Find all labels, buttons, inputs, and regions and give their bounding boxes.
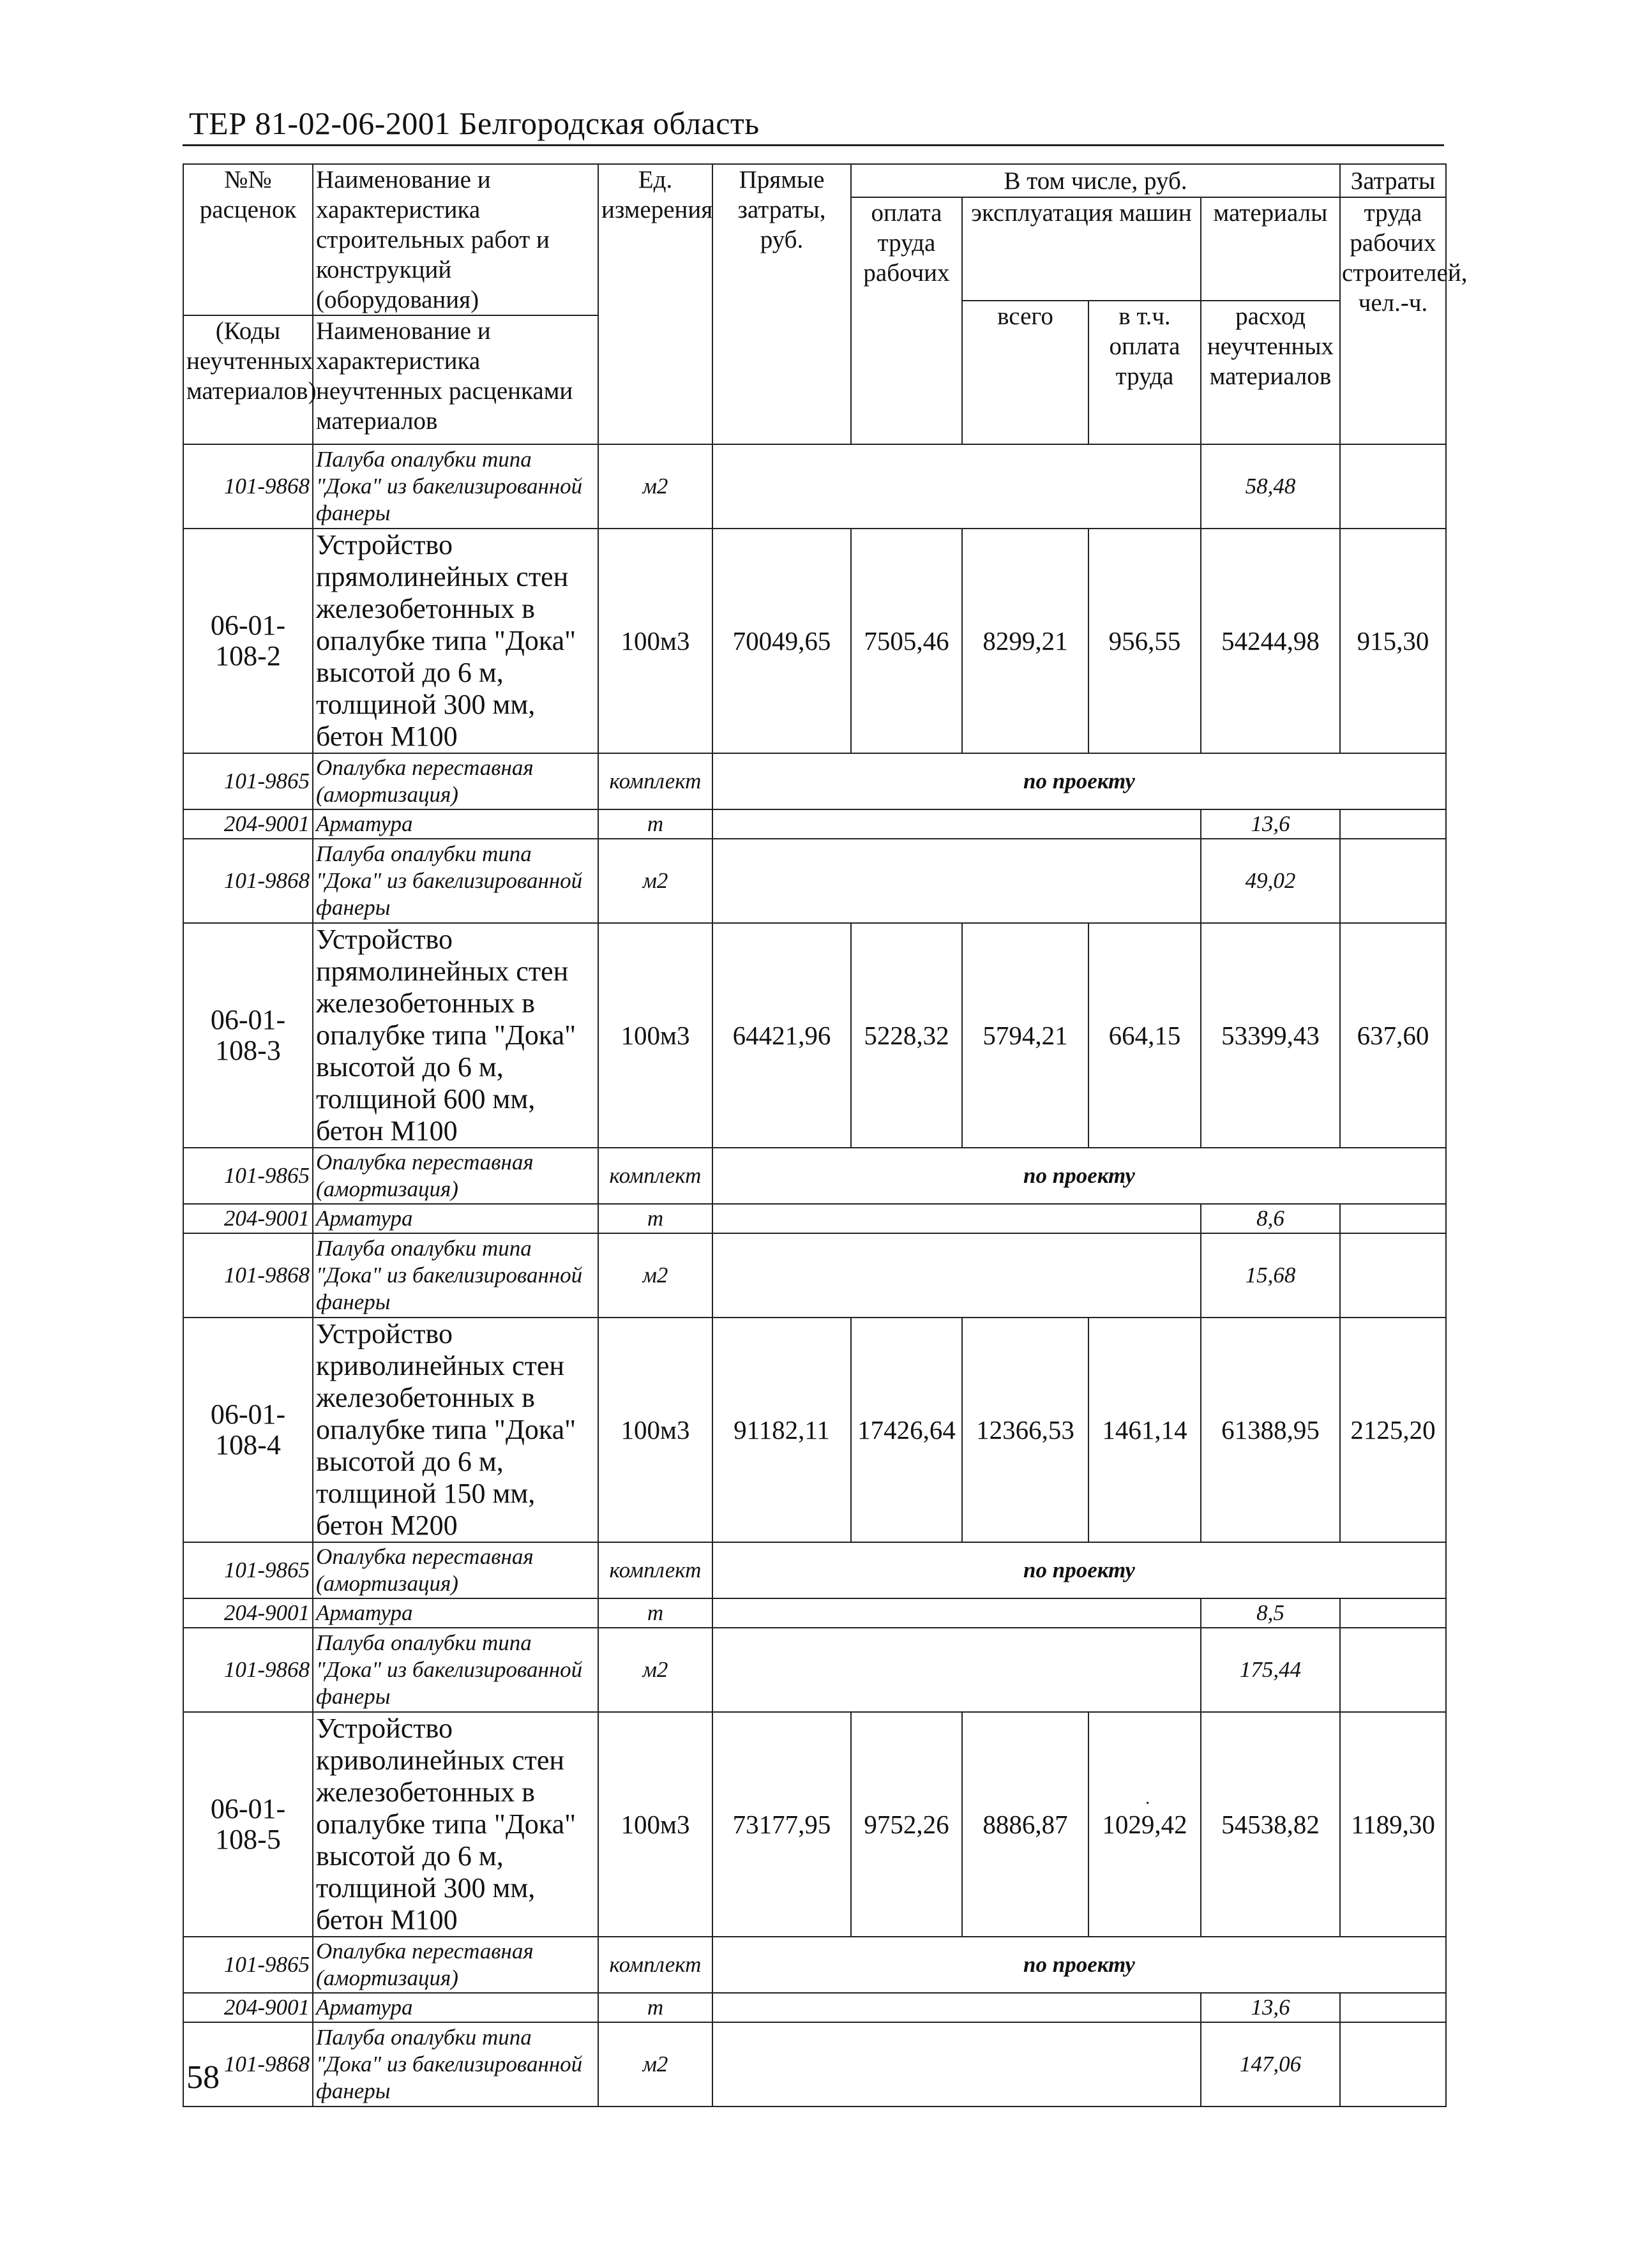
material-name: Опалубка переставная (амортизация) (313, 753, 598, 809)
col-header-labor-top: Затраты (1340, 164, 1446, 197)
materials-cost: 53399,43 (1201, 923, 1340, 1148)
table-row (183, 529, 1446, 753)
col-header-unit: Ед. измерения (598, 164, 712, 444)
col-header-direct: Прямые затраты, руб. (712, 164, 851, 444)
work-name: Устройство криволинейных стен железобетонных в опалубке типа "Дока" высотой до 6 м, толщиной 150 мм, бетон М200 (313, 1318, 598, 1542)
work-name: Устройство криволинейных стен железобетонных в опалубке типа "Дока" высотой до 6 м, толщиной 300 мм, бетон М100 (313, 1712, 598, 1937)
material-code: 101-9865 (183, 1542, 313, 1598)
material-name: Опалубка переставная (амортизация) (313, 1542, 598, 1598)
stray-mark: · (1145, 1794, 1151, 1814)
unit: м2 (598, 2022, 712, 2107)
work-name: Устройство прямолинейных стен железобетонных в опалубке типа "Дока" высотой до 6 м, толщиной 600 мм, бетон М100 (313, 923, 598, 1148)
material-consumption: 175,44 (1201, 1628, 1340, 1712)
table-row (183, 923, 1446, 1148)
machines-total: 8886,87 (962, 1712, 1088, 1937)
table-row (183, 809, 1446, 839)
col-header-mat-unaccounted: расход неучтенных материалов (1201, 301, 1340, 445)
rate-code: 06-01-108-3 (183, 923, 313, 1148)
labor-hours: 915,30 (1340, 529, 1446, 753)
machines-total: 8299,21 (962, 529, 1088, 753)
empty-span (712, 839, 1201, 923)
material-consumption: 8,6 (1201, 1204, 1340, 1233)
material-code: 204-9001 (183, 1204, 313, 1233)
table-row (183, 1712, 1446, 1937)
table-row (183, 753, 1446, 809)
unit: комплект (598, 753, 712, 809)
by-project-note: по проекту (712, 1542, 1446, 1598)
labor-pay: 9752,26 (851, 1712, 962, 1937)
col-header-materials: материалы (1201, 197, 1340, 301)
by-project-note: по проекту (712, 1937, 1446, 1993)
machines-labor-pay: 664,15 (1088, 923, 1201, 1148)
machines-labor-pay: 956,55 (1088, 529, 1201, 753)
empty-span (712, 1993, 1201, 2022)
table-row (183, 444, 1446, 529)
labor-pay: 17426,64 (851, 1318, 962, 1542)
unit: комплект (598, 1937, 712, 1993)
empty-span (712, 1598, 1201, 1628)
empty-cell (1340, 1233, 1446, 1318)
empty-span (712, 444, 1201, 529)
by-project-note: по проекту (712, 753, 1446, 809)
unit: комплект (598, 1542, 712, 1598)
machines-labor-pay: 1029,42 (1088, 1712, 1201, 1937)
material-name: Арматура (313, 1993, 598, 2022)
material-consumption: 58,48 (1201, 444, 1340, 529)
empty-cell (1340, 839, 1446, 923)
material-code: 204-9001 (183, 809, 313, 839)
empty-cell (1340, 809, 1446, 839)
direct-costs: 70049,65 (712, 529, 851, 753)
labor-hours: 637,60 (1340, 923, 1446, 1148)
material-code: 101-9868 (183, 444, 313, 529)
unit: т (598, 809, 712, 839)
col-header-machines: эксплуатация машин (962, 197, 1201, 301)
rate-code: 06-01-108-4 (183, 1318, 313, 1542)
material-code: 101-9865 (183, 753, 313, 809)
empty-span (712, 809, 1201, 839)
material-name: Палуба опалубки типа "Дока" из бакелизированной фанеры (313, 839, 598, 923)
table-row (183, 1318, 1446, 1542)
table-row (183, 1628, 1446, 1712)
material-code: 101-9868 (183, 2022, 313, 2107)
empty-cell (1340, 2022, 1446, 2107)
materials-cost: 54244,98 (1201, 529, 1340, 753)
materials-cost: 61388,95 (1201, 1318, 1340, 1542)
by-project-note: по проекту (712, 1148, 1446, 1204)
col-header-incl: В том числе, руб. (851, 164, 1340, 197)
unit: м2 (598, 1233, 712, 1318)
unit: т (598, 1993, 712, 2022)
table-row (183, 1937, 1446, 1993)
machines-total: 5794,21 (962, 923, 1088, 1148)
empty-cell (1340, 1598, 1446, 1628)
material-name: Арматура (313, 809, 598, 839)
empty-cell (1340, 1204, 1446, 1233)
empty-cell (1340, 1993, 1446, 2022)
material-consumption: 13,6 (1201, 1993, 1340, 2022)
material-consumption: 8,5 (1201, 1598, 1340, 1628)
material-name: Арматура (313, 1598, 598, 1628)
material-name: Палуба опалубки типа "Дока" из бакелизированной фанеры (313, 1233, 598, 1318)
rate-code: 06-01-108-2 (183, 529, 313, 753)
material-code: 101-9868 (183, 1233, 313, 1318)
material-code: 101-9865 (183, 1937, 313, 1993)
material-name: Арматура (313, 1204, 598, 1233)
machines-total: 12366,53 (962, 1318, 1088, 1542)
col-header-labor-pay: оплата труда рабочих (851, 197, 962, 444)
labor-hours: 2125,20 (1340, 1318, 1446, 1542)
labor-pay: 5228,32 (851, 923, 962, 1148)
direct-costs: 91182,11 (712, 1318, 851, 1542)
material-code: 204-9001 (183, 1598, 313, 1628)
material-consumption: 147,06 (1201, 2022, 1340, 2107)
material-name: Палуба опалубки типа "Дока" из бакелизированной фанеры (313, 1628, 598, 1712)
labor-hours: 1189,30 (1340, 1712, 1446, 1937)
empty-cell (1340, 1628, 1446, 1712)
price-table (183, 163, 1468, 2107)
unit: т (598, 1598, 712, 1628)
table-row (183, 1148, 1446, 1204)
unit: м2 (598, 839, 712, 923)
table-row (183, 2022, 1446, 2107)
header-divider (183, 144, 1444, 146)
direct-costs: 64421,96 (712, 923, 851, 1148)
work-name: Устройство прямолинейных стен железобетонных в опалубке типа "Дока" высотой до 6 м, толщиной 300 мм, бетон М100 (313, 529, 598, 753)
unit: комплект (598, 1148, 712, 1204)
table-row (183, 1542, 1446, 1598)
table-row (183, 1233, 1446, 1318)
empty-span (712, 2022, 1201, 2107)
table-row (183, 1204, 1446, 1233)
empty-span (712, 1628, 1201, 1712)
col-header-mach-incl: в т.ч. оплата труда (1088, 301, 1201, 445)
rate-code: 06-01-108-5 (183, 1712, 313, 1937)
material-name: Палуба опалубки типа "Дока" из бакелизированной фанеры (313, 444, 598, 529)
col-header-code: №№ расценок (183, 164, 313, 315)
unit: 100м3 (598, 1318, 712, 1542)
machines-labor-pay: 1461,14 (1088, 1318, 1201, 1542)
unit: 100м3 (598, 923, 712, 1148)
page-title: ТЕР 81-02-06-2001 Белгородская область (189, 105, 760, 141)
table-row (183, 1993, 1446, 2022)
material-code: 101-9868 (183, 839, 313, 923)
material-name: Палуба опалубки типа "Дока" из бакелизированной фанеры (313, 2022, 598, 2107)
material-name: Опалубка переставная (амортизация) (313, 1148, 598, 1204)
empty-span (712, 1233, 1201, 1318)
col-header-mach-total: всего (962, 301, 1088, 445)
col-header-name: Наименование и характеристика строительных работ и конструкций (оборудования) (313, 164, 598, 315)
material-name: Опалубка переставная (амортизация) (313, 1937, 598, 1993)
unit: 100м3 (598, 1712, 712, 1937)
unit: 100м3 (598, 529, 712, 753)
page-number: 58 (186, 2059, 220, 2096)
table-row (183, 839, 1446, 923)
empty-span (712, 1204, 1201, 1233)
col-header-labor: труда рабочих строителей, чел.-ч. (1340, 197, 1446, 444)
unit: м2 (598, 1628, 712, 1712)
unit: м2 (598, 444, 712, 529)
unit: т (598, 1204, 712, 1233)
material-code: 101-9868 (183, 1628, 313, 1712)
material-code: 101-9865 (183, 1148, 313, 1204)
material-consumption: 49,02 (1201, 839, 1340, 923)
direct-costs: 73177,95 (712, 1712, 851, 1937)
col-header-code-alt: (Коды неучтенных материалов) (183, 315, 313, 444)
material-consumption: 13,6 (1201, 809, 1340, 839)
empty-cell (1340, 444, 1446, 529)
materials-cost: 54538,82 (1201, 1712, 1340, 1937)
col-header-name-alt: Наименование и характеристика неучтенных расценками материалов (313, 315, 598, 444)
material-consumption: 15,68 (1201, 1233, 1340, 1318)
table-row (183, 1598, 1446, 1628)
material-code: 204-9001 (183, 1993, 313, 2022)
labor-pay: 7505,46 (851, 529, 962, 753)
